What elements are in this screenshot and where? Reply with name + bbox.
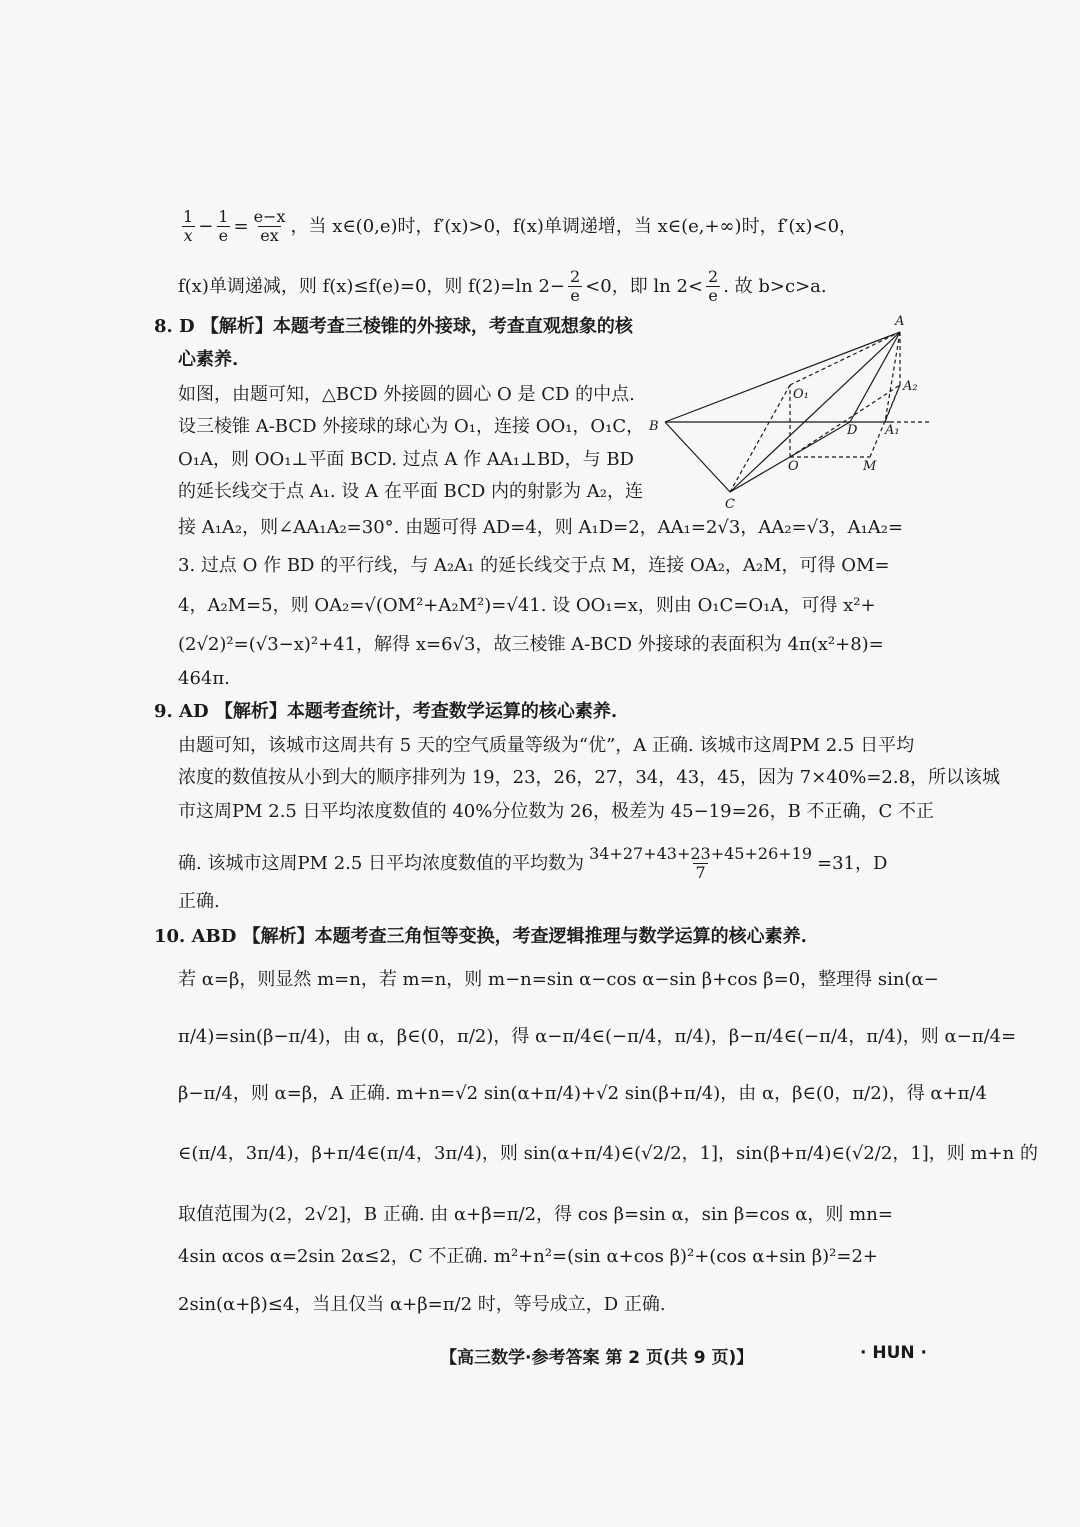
label-o: O — [788, 459, 799, 474]
q8-line-1: 如图，由题可知，△BCD 外接圆的圆心 O 是 CD 的中点. — [178, 384, 635, 405]
denominator: 7 — [695, 863, 706, 882]
fraction — [181, 208, 195, 245]
label-a: A — [895, 314, 905, 329]
q9-line-3: 市这周PM 2.5 日平均浓度数值的 40%分位数为 26，极差为 45−19=26，B 不正确，C 不正 — [178, 801, 935, 822]
denominator: ex — [260, 226, 279, 245]
q8-heading: 8. D 【解析】本题考查三棱锥的外接球，考查直观想象的核 — [154, 316, 633, 337]
q8-line-7: 4，A₂M=5，则 OA₂=√(OM²+A₂M²)=√41. 设 OO₁=x，则由 O₁C=O₁A，可得 x²+ — [178, 595, 876, 616]
numerator: 1 — [218, 207, 229, 226]
text-line — [178, 208, 923, 245]
label-a1: A₁ — [885, 423, 900, 438]
operator: − — [198, 215, 214, 237]
denominator: e — [218, 226, 229, 245]
q8-heading-cont: 心素养. — [178, 349, 239, 370]
footer-region-code: · HUN · — [860, 1343, 928, 1363]
text-line — [178, 268, 923, 305]
label-a2: A₂ — [903, 379, 918, 394]
fraction — [216, 208, 230, 245]
q10-line-1: 若 α=β，则显然 m=n，若 m=n，则 m−n=sin α−cos α−sin β+cos β=0，整理得 sin(α− — [178, 969, 939, 990]
text-run: <0，即 ln 2< — [585, 275, 704, 297]
label-o1: O₁ — [793, 387, 809, 402]
q10-line-2: π/4)=sin(β−π/4)，由 α，β∈(0，π/2)，得 α−π/4∈(−π/4，π/4)，β−π/4∈(−π/4，π/4)，则 α−π/4= — [178, 1026, 1017, 1047]
q10-line-4: ∈(π/4，3π/4)，β+π/4∈(π/4，3π/4)，则 sin(α+π/4)∈(√2/2，1]，sin(β+π/4)∈(√2/2，1]，则 m+n 的 — [178, 1143, 1038, 1164]
label-d: D — [847, 423, 858, 438]
numerator: 2 — [708, 267, 719, 286]
mean-fraction — [587, 845, 814, 882]
q8-line-9: 464π. — [178, 668, 230, 689]
q8-line-4: 的延长线交于点 A₁. 设 A 在平面 BCD 内的射影为 A₂，连 — [178, 481, 643, 502]
q8-line-6: 3. 过点 O 作 BD 的平行线，与 A₂A₁ 的延长线交于点 M，连接 OA₂，A₂M，可得 OM= — [178, 555, 890, 576]
q9-line-4 — [178, 845, 923, 882]
q9-line-2: 浓度的数值按从小到大的顺序排列为 19，23，26，27，34，43，45，因为 7×40%=2.8，所以该城 — [178, 767, 1001, 788]
label-c: C — [725, 497, 735, 512]
fraction — [252, 208, 288, 245]
text-run: f(x)单调递减，则 f(x)≤f(e)=0，则 f(2)=ln 2− — [178, 275, 565, 297]
text-run: =31，D — [817, 852, 888, 874]
q8-line-5: 接 A₁A₂，则∠AA₁A₂=30°. 由题可得 AD=4，则 A₁D=2，AA₁=2√3，AA₂=√3，A₁A₂= — [178, 517, 904, 538]
label-b: B — [649, 419, 659, 434]
q9-line-5: 正确. — [178, 891, 220, 912]
q10-line-3: β−π/4，则 α=β，A 正确. m+n=√2 sin(α+π/4)+√2 sin(β+π/4)，由 α，β∈(0，π/2)，得 α+π/4 — [178, 1083, 987, 1104]
q10-line-6: 4sin αcos α=2sin 2α≤2，C 不正确. m²+n²=(sin α+cos β)²+(cos α+sin β)²=2+ — [178, 1246, 879, 1267]
denominator: x — [183, 226, 193, 245]
q9-line-1: 由题可知，该城市这周共有 5 天的空气质量等级为“优”，A 正确. 该城市这周PM 2.5 日平均 — [178, 735, 915, 756]
numerator: 34+27+43+23+45+26+19 — [589, 844, 813, 863]
footer-page-info: 【高三数学·参考答案 第 2 页(共 9 页)】 — [440, 1348, 754, 1368]
denominator: e — [708, 286, 718, 305]
operator: = — [233, 215, 249, 237]
label-m: M — [863, 459, 877, 474]
page-footer — [0, 1343, 1080, 1367]
q10-line-5: 取值范围为(2，2√2]，B 正确. 由 α+β=π/2，得 cos β=sin α，sin β=cos α，则 mn= — [178, 1204, 893, 1225]
text-run: ，当 x∈(0,e)时，f′(x)>0，f(x)单调递增，当 x∈(e,+∞)时，f′(x)<0， — [290, 215, 858, 237]
denominator: e — [570, 286, 580, 305]
text-run: . 故 b>c>a. — [723, 275, 827, 297]
numerator: 2 — [569, 267, 581, 286]
q9-heading: 9. AD 【解析】本题考查统计，考查数学运算的核心素养. — [154, 701, 618, 722]
q8-line-8: (2√2)²=(√3−x)²+41，解得 x=6√3，故三棱锥 A-BCD 外接球的表面积为 4π(x²+8)= — [178, 634, 884, 655]
numerator: 1 — [183, 207, 194, 226]
numerator: e−x — [253, 207, 286, 226]
q8-line-2: 设三棱锥 A-BCD 外接球的球心为 O₁，连接 OO₁，O₁C， — [178, 416, 645, 437]
text-run: 确. 该城市这周PM 2.5 日平均浓度数值的平均数为 — [178, 852, 585, 874]
q10-line-7: 2sin(α+β)≤4，当且仅当 α+β=π/2 时，等号成立，D 正确. — [178, 1294, 666, 1315]
fraction — [706, 268, 720, 305]
pyramid-figure — [645, 310, 935, 510]
q8-line-3: O₁A，则 OO₁⊥平面 BCD. 过点 A 作 AA₁⊥BD，与 BD — [178, 449, 634, 470]
q10-heading: 10. ABD 【解析】本题考查三角恒等变换，考查逻辑推理与数学运算的核心素养. — [154, 926, 807, 947]
fraction — [568, 268, 582, 305]
